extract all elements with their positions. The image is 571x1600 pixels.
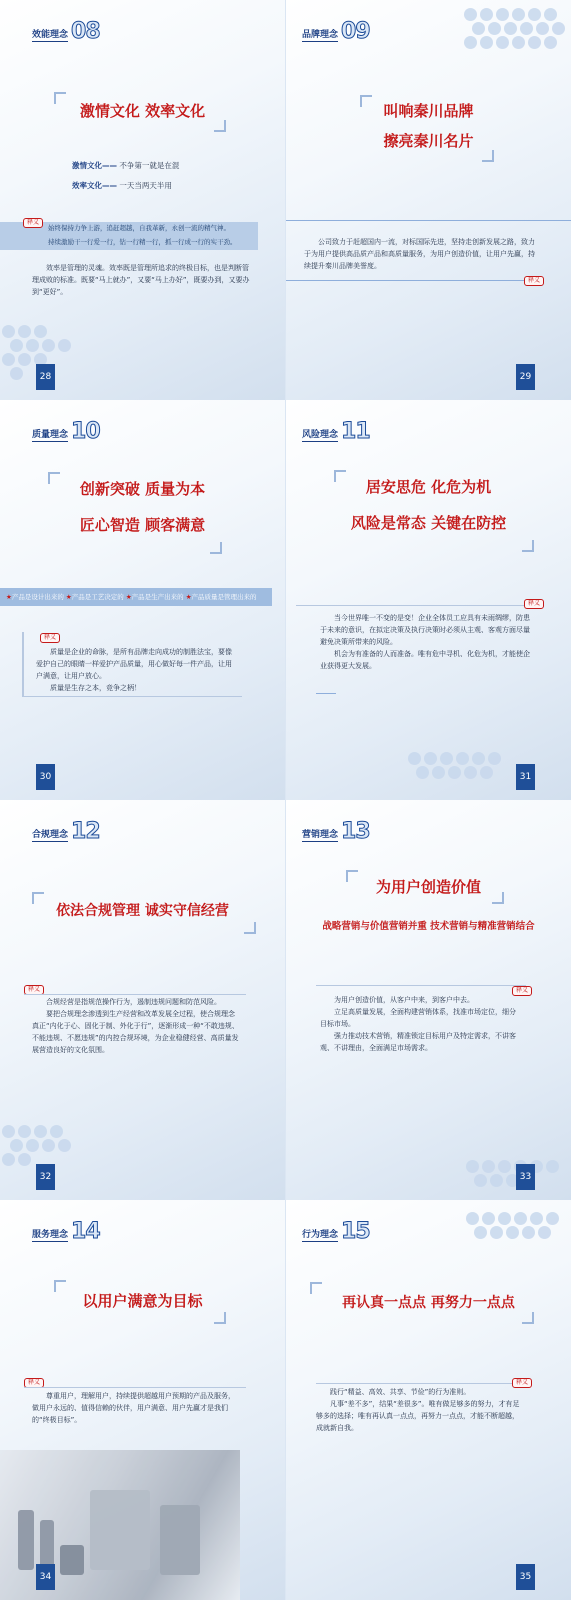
frame-line	[24, 994, 246, 995]
corner-bracket-icon	[210, 542, 222, 554]
paragraph-text: 效率是管理的灵魂。效率既是管理所追求的终极目标，也是判断管理成败的标准。既要“马上就办”，又要“马上办好”，既要办到，又要办到“更好”。	[32, 264, 250, 296]
note-tag: 释义	[512, 986, 532, 996]
frame-line	[316, 1383, 526, 1384]
section-header	[32, 420, 100, 442]
note-tag: 释义	[23, 218, 43, 228]
definition-list	[72, 156, 179, 196]
slogan-subtitle: 战略营销与价值营销并重 技术营销与精准营销结合	[322, 921, 535, 932]
paragraph-text: 当今世界唯一不变的是变！企业全体员工应具有未雨绸缪，防患于未来的意识，在拟定决策及执行决策时必须从主观、客观方面尽量避免决策所带来的风险。	[320, 614, 530, 646]
frame-line	[22, 632, 24, 696]
paragraph	[32, 262, 254, 298]
section-number: 15	[341, 1219, 370, 1244]
slogan	[0, 900, 285, 922]
band-item: 产品质量是管理出来的	[191, 593, 257, 601]
section-number: 12	[71, 819, 100, 844]
paragraph-text: 凡事“差不多”，结果“差很多”。唯有做足够多的努力，才有足够多的选择；唯有再认真一点点，再努力一点点，才能不断超越，成就新自我。	[316, 1400, 520, 1432]
definition-value: 不争第一就是在混	[119, 161, 180, 170]
page-number: 31	[516, 764, 535, 790]
paragraph	[316, 1386, 522, 1434]
paragraph	[320, 994, 520, 1054]
page-quality	[0, 400, 285, 800]
section-header	[32, 20, 100, 42]
frame-line	[316, 985, 526, 986]
page-number: 28	[36, 364, 55, 390]
page-compliance	[0, 800, 285, 1200]
paragraph-text: 为用户创造价值，从客户中来，到客户中去。	[334, 996, 474, 1004]
paragraph	[32, 996, 240, 1056]
corner-bracket-icon	[522, 540, 534, 552]
slogan-line: 激情文化 效率文化	[79, 102, 206, 120]
band-item: 产品是生产出来的	[131, 593, 184, 601]
page-service	[0, 1200, 285, 1600]
paragraph	[36, 646, 236, 694]
page-behavior	[286, 1200, 571, 1600]
page-brand	[286, 0, 571, 400]
slogan-line: 擦亮秦川名片	[383, 132, 474, 150]
slogan	[286, 876, 571, 898]
band-text: 持续激励干一行爱一行，钻一行精一行，抓一行成一行的实干劲。	[48, 238, 237, 246]
slogan-line: 风险是常态 关键在防控	[350, 514, 507, 532]
section-header	[302, 420, 370, 442]
section-label: 行为理念	[302, 1230, 339, 1240]
note-tag: 释义	[524, 599, 544, 609]
slogan	[286, 476, 571, 534]
slogan	[286, 1292, 571, 1314]
slogan	[0, 478, 285, 536]
frame-line	[316, 693, 336, 694]
section-number: 10	[71, 419, 100, 444]
section-number: 14	[71, 1219, 100, 1244]
slogan-line: 叫响秦川品牌	[383, 102, 474, 120]
band-text: 始终保持力争上游，追赶超越，自我革新，永创一流的精气神。	[48, 224, 230, 232]
definition-value: 一天当两天半用	[119, 181, 172, 190]
slogan-line: 依法合规管理 诚实守信经营	[56, 903, 229, 919]
slogan-line: 再认真一点点 再努力一点点	[342, 1295, 515, 1311]
paragraph-text: 质量是企业的命脉，是所有品牌走向成功的制胜法宝，要像爱护自己的眼睛一样爱护产品质量，用心做好每一件产品，让用户满意，让用户放心。	[36, 648, 232, 680]
section-label: 效能理念	[32, 30, 69, 40]
paragraph	[304, 236, 536, 272]
note-tag: 释义	[24, 985, 44, 995]
slogan-line: 匠心智造 顾客满意	[79, 516, 206, 534]
section-header	[302, 20, 370, 42]
page-number: 34	[36, 1564, 55, 1590]
band-item: 产品是设计出来的	[11, 593, 64, 601]
definition-efficiency	[72, 176, 179, 196]
section-label: 合规理念	[32, 830, 69, 840]
page-number: 32	[36, 1164, 55, 1190]
section-header	[32, 1220, 100, 1242]
slogan-subline	[286, 920, 571, 934]
band-item: 产品是工艺决定的	[71, 593, 124, 601]
page-risk	[286, 400, 571, 800]
slogan	[0, 100, 285, 122]
paragraph-text: 强力推动技术营销，精准锁定目标用户及特定需求，不讲客观、不讲理由，全面满足市场需求。	[320, 1032, 516, 1052]
note-tag: 释义	[512, 1378, 532, 1388]
paragraph-text: 要把合规理念渗透到生产经营和改革发展全过程，使合规理念真正“内化于心、固化于制、外化于行”，逐渐形成一种“不敢违规、不能违规、不愿违规”的内控合规环境，为企业稳健经营、高质量发展营造良好的文化氛围。	[32, 1010, 239, 1054]
definition-key: 效率文化——	[72, 181, 117, 190]
paragraph-text: 践行“精益、高效、共享、节俭”的行为准则。	[330, 1388, 471, 1396]
paragraph-text: 质量是生存之本，竞争之柄！	[50, 684, 141, 692]
section-label: 服务理念	[32, 1230, 69, 1240]
paragraph-text: 机会为有准备的人而准备。唯有危中寻机、化危为机，才能使企业获得更大发展。	[320, 650, 530, 670]
slogan-line: 居安思危 化危为机	[365, 478, 492, 496]
section-header	[32, 820, 100, 842]
page-number: 30	[36, 764, 55, 790]
paragraph-text: 公司致力于赶超国内一流，对标国际先进，坚持走创新发展之路，致力于为用户提供高品质产品和高质量服务，为用户创造价值，让用户先赢，持续提升秦川品牌美誉度。	[304, 238, 535, 270]
slogan-line: 为用户创造价值	[375, 878, 481, 896]
section-header	[302, 1220, 370, 1242]
paragraph	[32, 1390, 238, 1426]
section-number: 08	[71, 19, 100, 44]
section-number: 11	[341, 419, 370, 444]
section-number: 13	[341, 819, 370, 844]
slogan-line: 以用户满意为目标	[82, 1292, 203, 1310]
section-header	[302, 820, 370, 842]
definition-key: 激情文化——	[72, 161, 117, 170]
slogan	[286, 100, 571, 152]
page-number: 29	[516, 364, 535, 390]
frame-line	[24, 1387, 246, 1388]
page-efficiency	[0, 0, 285, 400]
corner-bracket-icon	[244, 922, 256, 934]
section-label: 营销理念	[302, 830, 339, 840]
divider-line	[286, 280, 526, 281]
paragraph	[320, 612, 530, 672]
section-label: 品牌理念	[302, 30, 339, 40]
note-tag: 释义	[24, 1378, 44, 1388]
section-label: 风险理念	[302, 430, 339, 440]
frame-line	[296, 605, 526, 606]
slogan	[0, 1290, 285, 1312]
note-tag: 释义	[40, 633, 60, 643]
frame-line	[22, 696, 242, 697]
band-items: ★产品是设计出来的 ★产品是工艺决定的 ★产品是生产出来的 ★产品质量是管理出来的	[6, 593, 257, 601]
corner-bracket-icon	[214, 1312, 226, 1324]
page-number: 35	[516, 1564, 535, 1590]
paragraph-text: 尊重用户，理解用户，持续提供超越用户预期的产品及服务，做用户永远的、值得信赖的伙伴，用户满意、用户先赢才是我们的“终极目标”。	[32, 1392, 235, 1424]
slogan-line: 创新突破 质量为本	[79, 480, 206, 498]
paragraph-text: 合规经营是指规范操作行为，遏制违规问题和防范风险。	[46, 998, 221, 1006]
divider-line	[286, 220, 571, 221]
section-label: 质量理念	[32, 430, 69, 440]
page-number: 33	[516, 1164, 535, 1190]
page-marketing	[286, 800, 571, 1200]
definition-passion	[72, 156, 179, 176]
section-number: 09	[341, 19, 370, 44]
note-tag: 释义	[524, 276, 544, 286]
paragraph-text: 立足高质量发展，全面构建营销体系，找准市场定位，细分目标市场。	[320, 1008, 516, 1028]
